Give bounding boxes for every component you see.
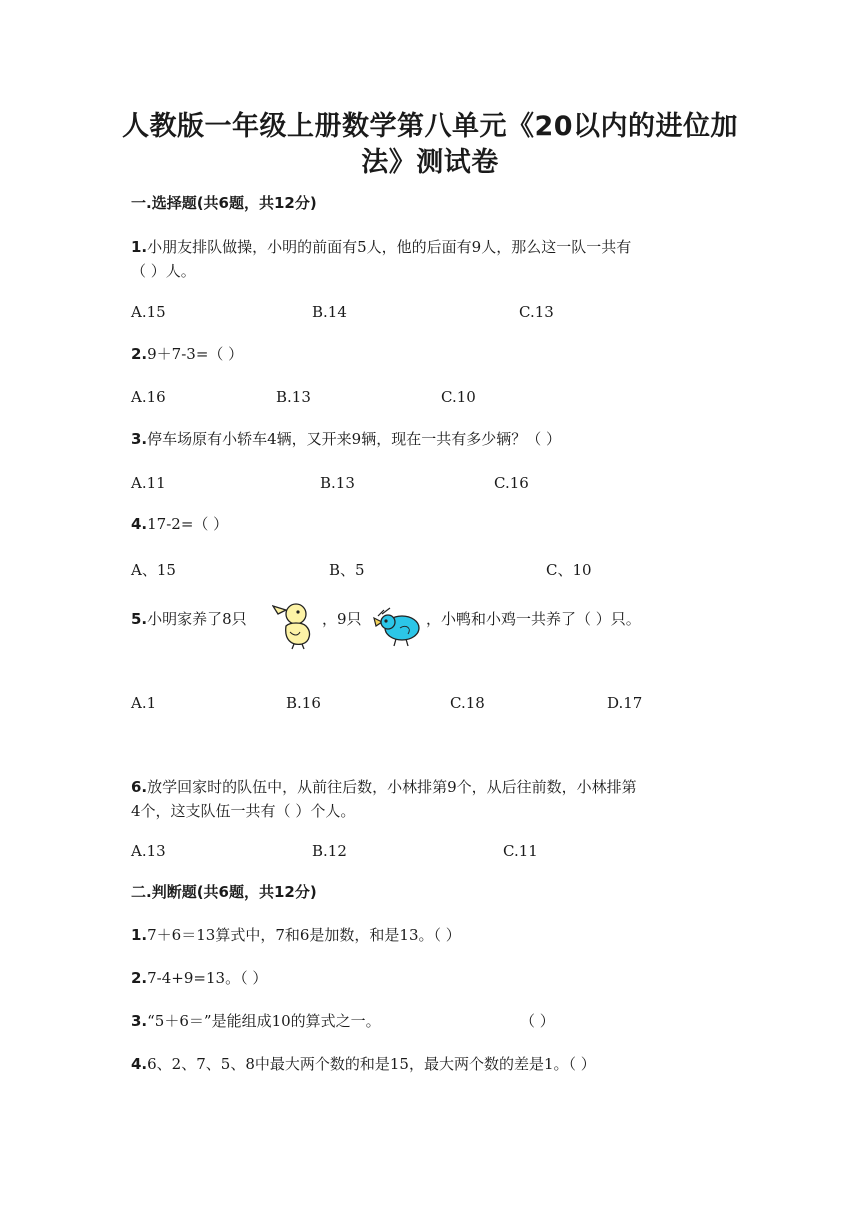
question-number: 3. — [131, 430, 148, 448]
question-number: 5. — [131, 610, 148, 628]
question-text: 小朋友排队做操，小明的前面有5人，他的后面有9人，那么这一队一共有 — [147, 238, 632, 256]
judgement-3-answer-paren: （ ） — [520, 1012, 555, 1030]
question-5-part2: ，9只 — [322, 610, 362, 628]
question-1 — [131, 234, 631, 260]
question-5-part3: ，小鸭和小鸡一共养了（ ）只。 — [426, 610, 641, 628]
page-title-line2: 法》测试卷 — [361, 147, 499, 178]
question-4 — [131, 511, 228, 537]
option-b: B.13 — [320, 474, 355, 492]
question-text: 7-4+9=13。（ ） — [147, 969, 268, 987]
option-a: A.15 — [131, 303, 166, 321]
option-d: D.17 — [607, 694, 643, 712]
option-a: A.1 — [131, 694, 157, 712]
question-text: 停车场原有小轿车4辆，又开来9辆，现在一共有多少辆？（ ） — [147, 430, 561, 448]
question-text: 7＋6＝13算式中，7和6是加数，和是13。（ ） — [147, 926, 461, 944]
option-b: B.16 — [286, 694, 321, 712]
section-heading-choice: 一.选择题(共6题，共12分) — [131, 194, 317, 212]
option-c: C.11 — [503, 842, 538, 860]
option-a: A、15 — [131, 561, 176, 579]
page-title-line1: 人教版一年级上册数学第八单元《20以内的进位加 — [121, 111, 739, 142]
question-number: 3. — [131, 1012, 148, 1030]
judgement-4 — [131, 1051, 596, 1077]
option-c: C、10 — [546, 561, 592, 579]
judgement-1 — [131, 922, 461, 948]
question-number: 4. — [131, 515, 148, 533]
section-heading-judgement: 二.判断题(共6题，共12分) — [131, 883, 317, 901]
question-2 — [131, 341, 243, 367]
option-c: C.16 — [494, 474, 529, 492]
option-b: B.13 — [276, 388, 311, 406]
question-1-line2: （ ）人。 — [131, 262, 196, 280]
option-b: B.12 — [312, 842, 347, 860]
question-3 — [131, 426, 561, 452]
question-number: 6. — [131, 778, 148, 796]
option-b: B、5 — [329, 561, 365, 579]
option-a: A.13 — [131, 842, 166, 860]
question-6 — [131, 774, 637, 800]
question-text: 17-2=（ ） — [147, 515, 229, 533]
duckling-icon — [272, 600, 320, 650]
question-number: 1. — [131, 926, 148, 944]
judgement-3 — [131, 1008, 381, 1034]
question-text: 放学回家时的队伍中，从前往后数，小林排第9个，从后往前数，小林排第 — [147, 778, 637, 796]
question-number: 1. — [131, 238, 148, 256]
chick-icon — [372, 606, 424, 648]
question-6-line2: 4个，这支队伍一共有（ ）个人。 — [131, 802, 356, 820]
option-a: A.16 — [131, 388, 166, 406]
judgement-2 — [131, 965, 267, 991]
question-text: 9＋7-3=（ ） — [147, 345, 244, 363]
option-c: C.18 — [450, 694, 485, 712]
question-text: “5＋6＝”是能组成10的算式之一。 — [147, 1012, 381, 1030]
question-number: 2. — [131, 969, 148, 987]
option-a: A.11 — [131, 474, 166, 492]
option-b: B.14 — [312, 303, 347, 321]
question-5 — [131, 606, 247, 632]
question-number: 2. — [131, 345, 148, 363]
option-c: C.10 — [441, 388, 476, 406]
question-text-part1: 小明家养了8只 — [147, 610, 247, 628]
question-text: 6、2、7、5、8中最大两个数的和是15，最大两个数的差是1。（ ） — [147, 1055, 596, 1073]
option-c: C.13 — [519, 303, 554, 321]
question-number: 4. — [131, 1055, 148, 1073]
